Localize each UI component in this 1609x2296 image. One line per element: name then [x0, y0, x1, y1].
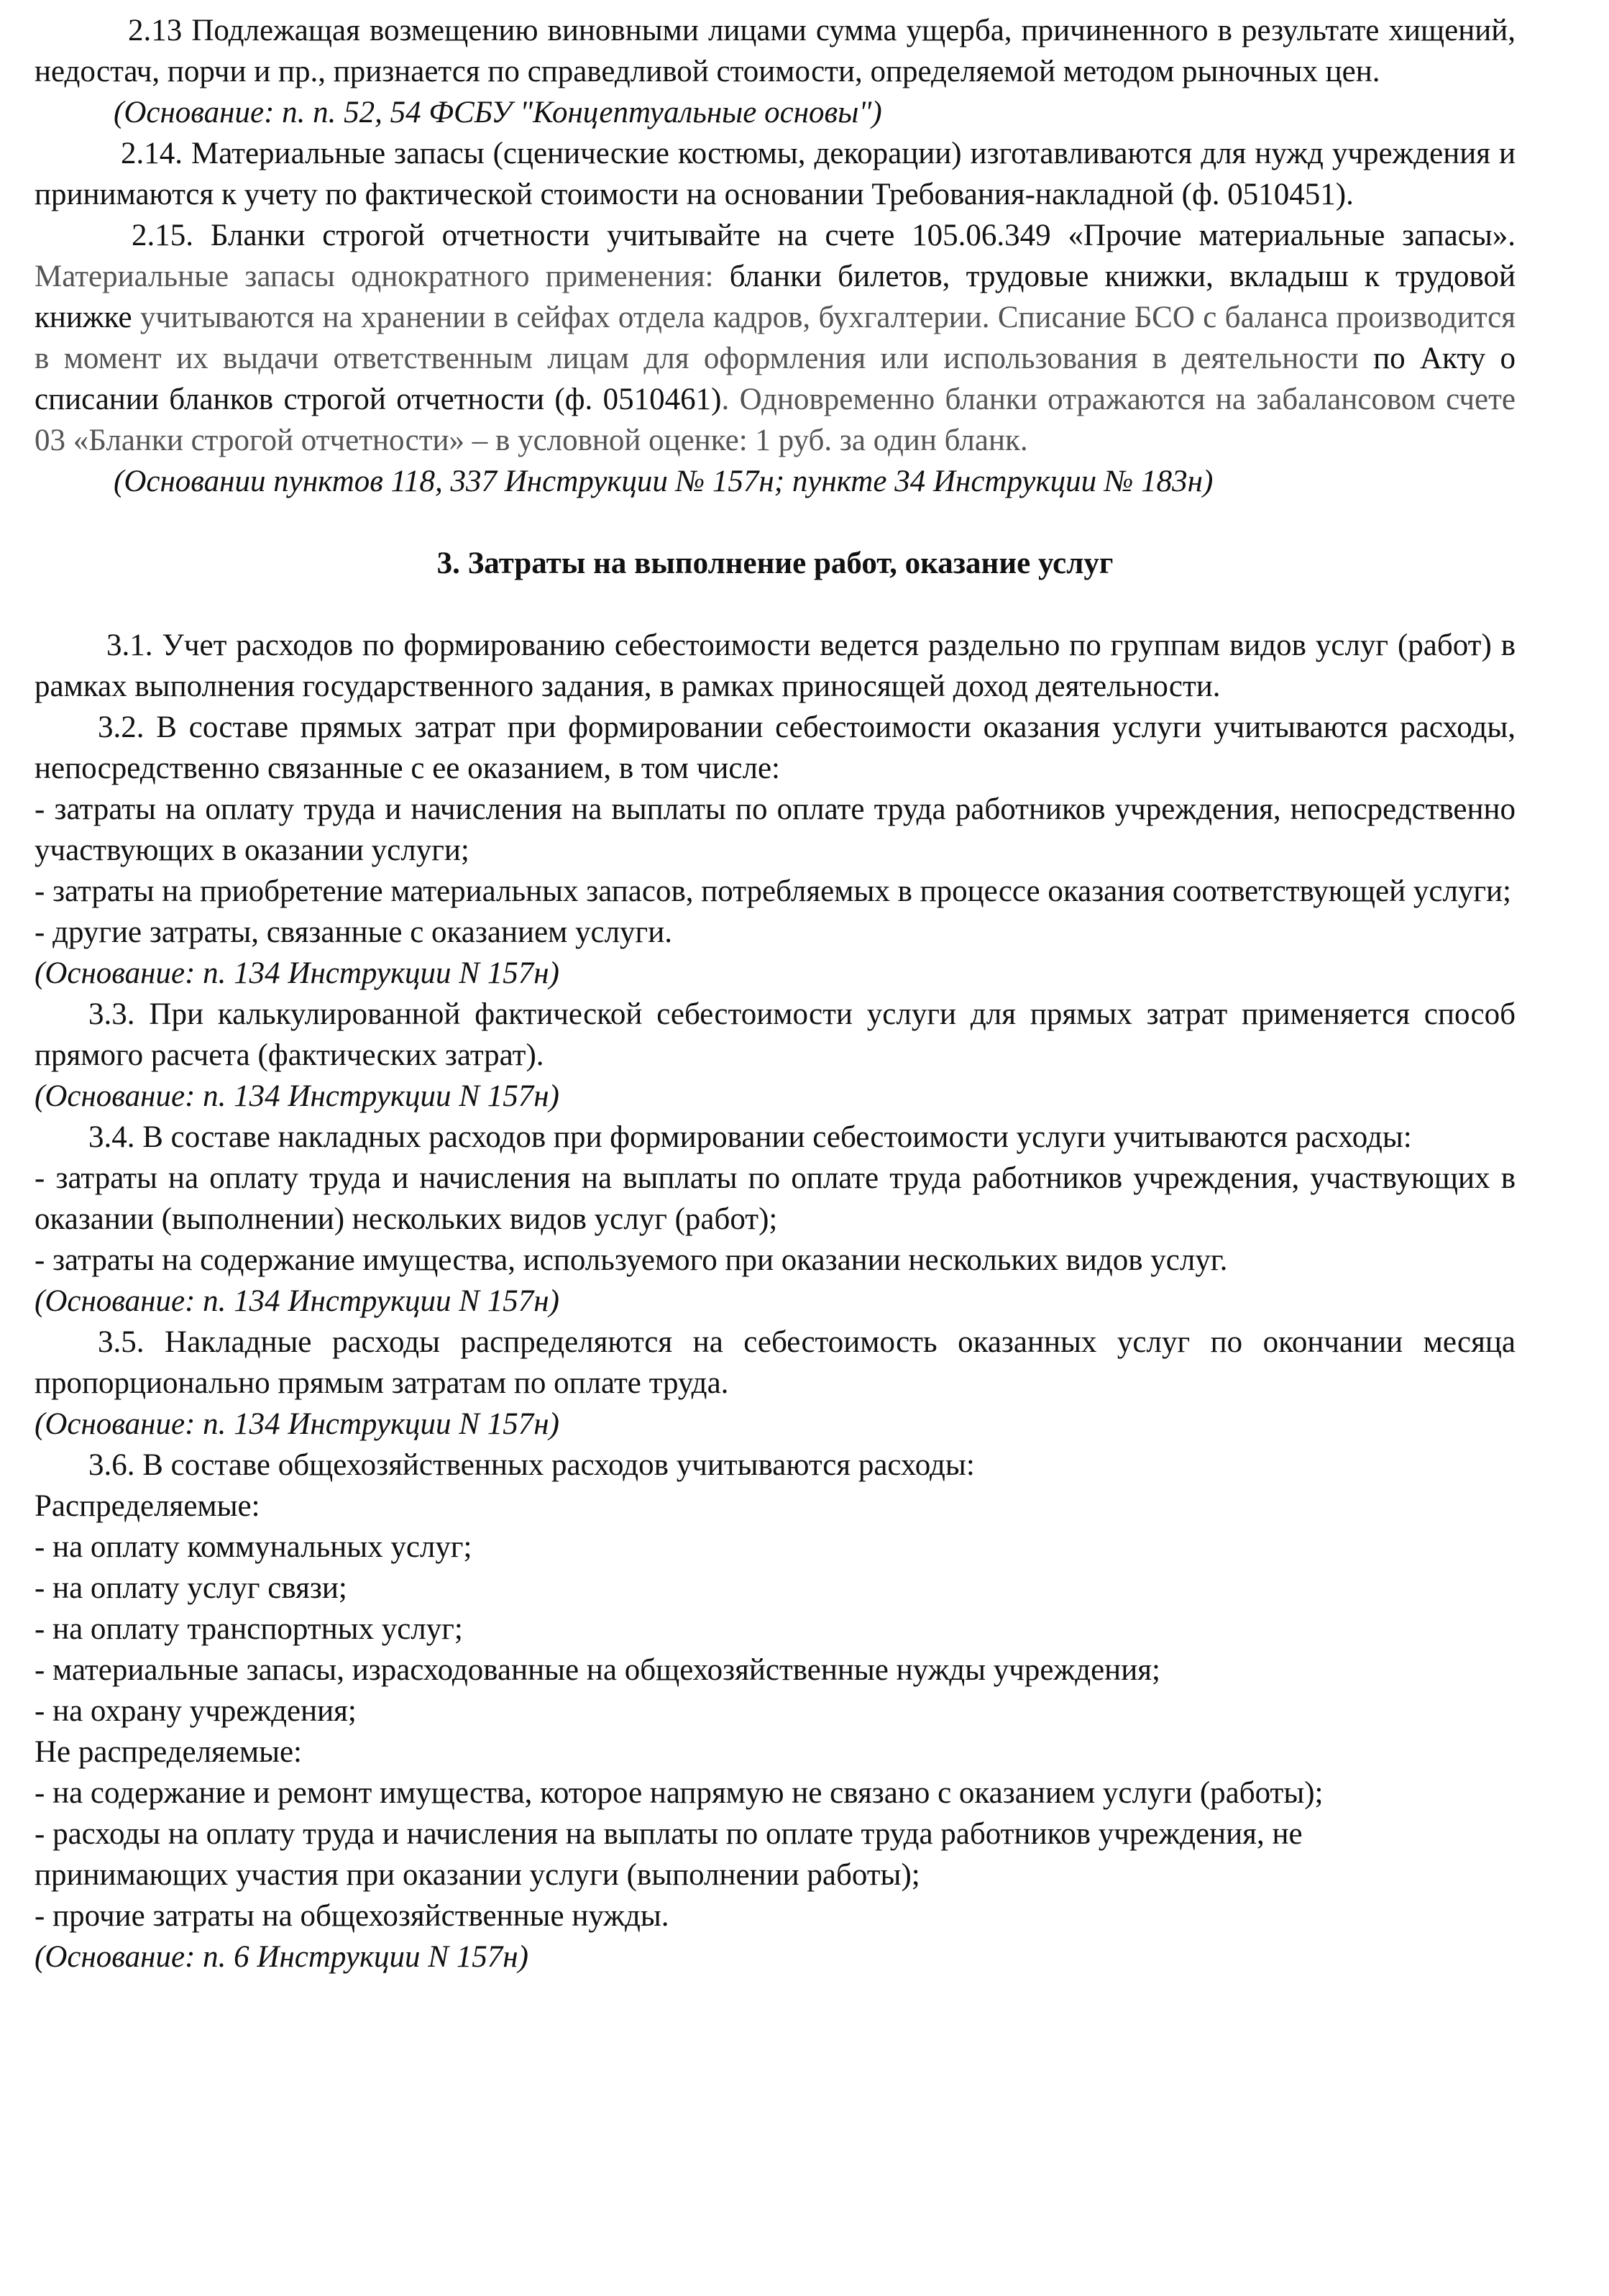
- paragraph-3-1: 3.1. Учет расходов по формированию себестоимости ведется раздельно по группам видов услуг (работ) в рамках выполнения государственного задания, в рамках приносящей доход деятельности.: [35, 628, 1516, 703]
- basis-3-6: (Основание: п. 6 Инструкции N 157н): [35, 1940, 528, 1974]
- basis-2-15: (Основании пунктов 118, 337 Инструкции № 157н; пункте 34 Инструкции № 183н): [114, 465, 1214, 498]
- not-distributed-item-3: - прочие затраты на общехозяйственные нужды.: [35, 1899, 669, 1933]
- p215-part-f: . Одновременно бланки отражаются на забалансовом счете 03 «Бланки строгой отчетности» – в условной оценке: 1 руб. за один бланк.: [35, 383, 1516, 457]
- distributed-item-2: - на оплату услуг связи;: [35, 1571, 347, 1605]
- basis-3-2: (Основание: п. 134 Инструкции N 157н): [35, 956, 559, 990]
- paragraph-3-5: 3.5. Накладные расходы распределяются на себестоимость оказанных услуг по окончании месяца пропорционально прямым затратам по оплате труда.: [35, 1325, 1516, 1400]
- distributed-item-3: - на оплату транспортных услуг;: [35, 1612, 463, 1646]
- list-item-3-2-2: - затраты на приобретение материальных запасов, потребляемых в процессе оказания соответствующей услуги;: [35, 874, 1512, 908]
- basis-3-5: (Основание: п. 134 Инструкции N 157н): [35, 1407, 559, 1441]
- basis-3-4: (Основание: п. 134 Инструкции N 157н): [35, 1284, 559, 1318]
- distributed-item-1: - на оплату коммунальных услуг;: [35, 1530, 472, 1564]
- list-item-3-4-1: - затраты на оплату труда и начисления на выплаты по оплате труда работников учреждения, участвующих в оказании (выполнении) нескольких видов услуг (работ);: [35, 1161, 1516, 1236]
- not-distributed-item-1: - на содержание и ремонт имущества, которое напрямую не связано с оказанием услуги (работы);: [35, 1776, 1324, 1810]
- p215-part-a: 2.15. Бланки строгой отчетности учитывайте на счете 105.06.349 «Прочие материальные запасы».: [132, 219, 1516, 252]
- paragraph-2-15: [35, 215, 1516, 461]
- paragraph-3-3: 3.3. При калькулированной фактической себестоимости услуги для прямых затрат применяется способ прямого расчета (фактических затрат).: [35, 997, 1516, 1072]
- distributed-item-4: - материальные запасы, израсходованные на общехозяйственные нужды учреждения;: [35, 1653, 1160, 1687]
- not-distributed-item-2: - расходы на оплату труда и начисления на выплаты по оплате труда работников учреждения, не принимающих участия при оказании услуги (выполнении работы);: [35, 1817, 1303, 1892]
- p215-part-d: учитываются на хранении в сейфах отдела кадров, бухгалтерии. Списание БСО с баланса производится в момент их выдачи ответственным лицам для оформления или использования в деятельности: [35, 301, 1516, 375]
- list-item-3-2-3: - другие затраты, связанные с оказанием услуги.: [35, 915, 672, 949]
- p215-part-b: Материальные запасы однократного применения:: [35, 260, 730, 293]
- not-distributed-label: Не распределяемые:: [35, 1735, 303, 1769]
- document-page: [35, 10, 1516, 1977]
- p215-part-c: бланки билетов, трудовые книжки, вкладыш к трудовой книжке: [35, 260, 1516, 334]
- basis-2-13: (Основание: п. п. 52, 54 ФСБУ "Концептуальные основы"): [114, 96, 882, 129]
- distributed-item-5: - на охрану учреждения;: [35, 1694, 357, 1728]
- basis-3-3: (Основание: п. 134 Инструкции N 157н): [35, 1079, 559, 1113]
- paragraph-2-13: 2.13 Подлежащая возмещению виновными лицами сумма ущерба, причиненного в результате хищений, недостач, порчи и пр., признается по справедливой стоимости, определяемой методом рыночных цен.: [35, 14, 1516, 88]
- section-3-heading: 3. Затраты на выполнение работ, оказание услуг: [436, 546, 1114, 580]
- distributed-label: Распределяемые:: [35, 1489, 260, 1523]
- paragraph-3-2: 3.2. В составе прямых затрат при формировании себестоимости оказания услуги учитываются расходы, непосредственно связанные с ее оказанием, в том числе:: [35, 710, 1516, 785]
- paragraph-3-4: 3.4. В составе накладных расходов при формировании себестоимости услуги учитываются расходы:: [88, 1120, 1412, 1154]
- paragraph-2-14: 2.14. Материальные запасы (сценические костюмы, декорации) изготавливаются для нужд учреждения и принимаются к учету по фактической стоимости на основании Требования-накладной (ф. 0510451).: [35, 137, 1516, 211]
- p215-part-e: по Акту о списании бланков строгой отчетности (ф. 0510461): [35, 342, 1516, 416]
- paragraph-3-6: 3.6. В составе общехозяйственных расходов учитываются расходы:: [88, 1448, 975, 1482]
- list-item-3-4-2: - затраты на содержание имущества, используемого при оказании нескольких видов услуг.: [35, 1243, 1228, 1277]
- list-item-3-2-1: - затраты на оплату труда и начисления на выплаты по оплате труда работников учреждения, непосредственно участвующих в оказании услуги;: [35, 792, 1516, 867]
